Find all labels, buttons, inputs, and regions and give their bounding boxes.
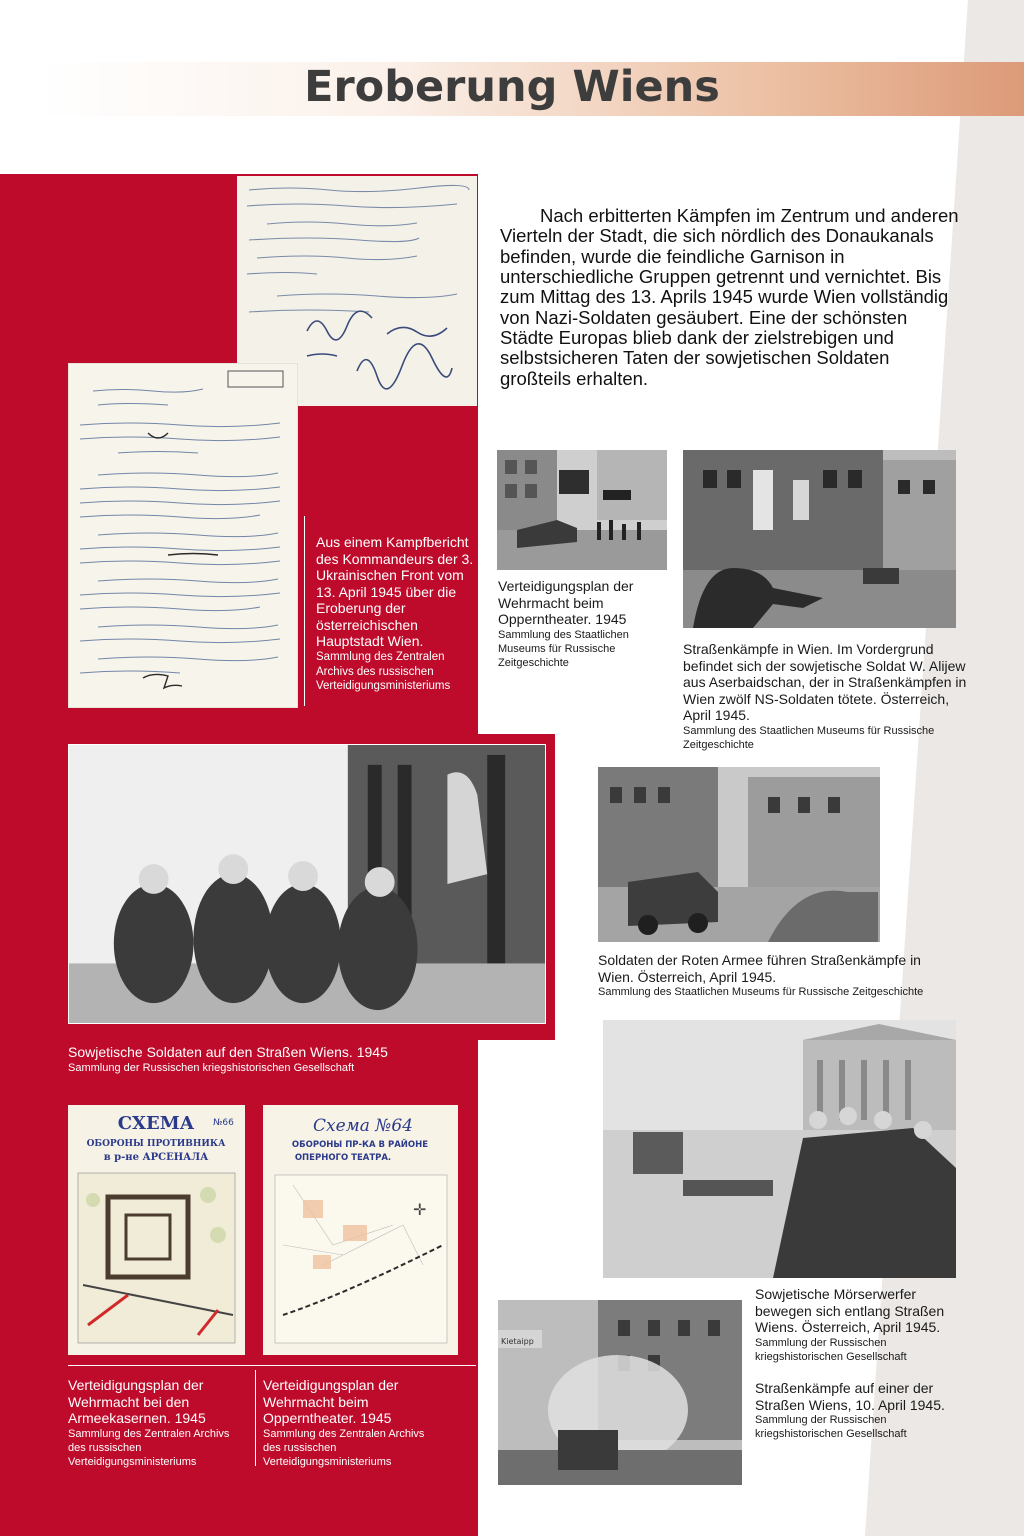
photo-street-10-april <box>498 1300 742 1485</box>
soldiers-caption-text: Sowjetische Soldaten auf den Straßen Wiens. 1945 <box>68 1044 388 1060</box>
mortar-caption-text: Sowjetische Mörserwerfer bewegen sich entlang Straßen Wiens. Österreich, April 1945. <box>755 1286 945 1336</box>
report-caption-source: Sammlung des Zentralen Archivs des russischen Verteidigungsministeriums <box>316 650 451 693</box>
street-fight-caption-source: Sammlung des Staatlichen Museums für Russische Zeitgeschichte <box>683 724 935 751</box>
soldiers-caption <box>68 1044 468 1075</box>
divider-line-horizontal <box>68 1365 476 1366</box>
street-10-april-caption <box>755 1380 965 1442</box>
arsenal-map-caption-source: Sammlung des Zentralen Archivs des russischen Verteidigungsministeriums <box>68 1427 230 1469</box>
map-opera-line1: ОБОРОНЫ ПР-КА В РАЙОНЕ <box>291 1140 429 1150</box>
handwritten-report-page-1 <box>68 363 298 708</box>
photo-opera-tank <box>497 450 667 570</box>
map-opera-line2: ОПЕРНОГО ТЕАТРА. <box>294 1153 392 1163</box>
red-army-caption <box>598 952 958 999</box>
map-arsenal <box>68 1105 245 1355</box>
street-10-april-caption-source: Sammlung der Russischen kriegshistorischen Gesellschaft <box>755 1414 907 1441</box>
church-cross-icon: ✛ <box>413 1200 427 1219</box>
soldiers-caption-source: Sammlung der Russischen kriegshistorischen Gesellschaft <box>68 1061 355 1074</box>
photo-street-fight <box>683 450 956 628</box>
opera-map-caption-source: Sammlung des Zentralen Archivs des russischen Verteidigungsministeriums <box>263 1427 425 1469</box>
page-title: Eroberung Wiens <box>304 62 720 112</box>
opera-photo-caption-text: Verteidigungsplan der Wehrmacht beim Opperntheater. 1945 <box>498 578 634 628</box>
mortar-caption-source: Sammlung der Russischen kriegshistorischen Gesellschaft <box>755 1336 907 1363</box>
divider-line <box>304 516 305 706</box>
report-caption-text: Aus einem Kampfbericht des Kommandeurs der 3. Ukrainischen Front vom 13. April 1945 über die Eroberung der österreichischen Hauptstadt Wien. <box>316 534 474 650</box>
street-fight-caption <box>683 641 973 752</box>
opera-map-caption <box>263 1377 443 1469</box>
opera-photo-caption-source: Sammlung des Staatlichen Museums für Russische Zeitgeschichte <box>498 628 629 670</box>
street-fight-caption-text: Straßenkämpfe in Wien. Im Vordergrund befindet sich der sowjetische Soldat W. Alijew aus Aserbaidschan, der in Straßenkämpfen in Wien zwölf NS-Soldaten tötete. Österreich, April 1945. <box>683 641 967 724</box>
intro-paragraph: Nach erbitterten Kämpfen im Zentrum und anderen Vierteln der Stadt, die sich nördlich des Donaukanals befinden, wurde die feindliche Garnison in unterschiedliche Gruppen getrennt und vernichtet. Bis zum Mittag des 13. Aprils 1945 wurde Wien vollständig von Nazi-Soldaten gesäubert. Eine der schönsten Städte Europas blieb dank der zielstrebigen und selbstsicheren Taten der sowjetischen Soldaten großteils erhalten. <box>500 205 959 389</box>
mortar-caption <box>755 1286 965 1364</box>
photo-mortar-carriers <box>603 1020 956 1278</box>
map-arsenal-heading: СХЕМА <box>117 1113 195 1134</box>
opera-photo-caption <box>498 578 658 670</box>
map-arsenal-number: №66 <box>213 1118 234 1128</box>
map-opera-heading: Схема №64 <box>312 1116 414 1136</box>
divider-line-vertical <box>255 1370 256 1466</box>
arsenal-map-caption-text: Verteidigungsplan der Wehrmacht bei den Armeekasernen. 1945 <box>68 1377 206 1427</box>
shop-sign-text: Kietaipp <box>501 1337 534 1346</box>
map-arsenal-line1: ОБОРОНЫ ПРОТИВНИКА <box>86 1139 226 1149</box>
street-10-april-caption-text: Straßenkämpfe auf einer der Straßen Wiens, 10. April 1945. <box>755 1380 945 1413</box>
photo-soviet-soldiers <box>68 744 546 1024</box>
report-caption <box>316 534 474 694</box>
opera-map-caption-text: Verteidigungsplan der Wehrmacht beim Opperntheater. 1945 <box>263 1377 399 1427</box>
photo-red-army-street <box>598 767 880 942</box>
red-army-caption-source: Sammlung des Staatlichen Museums für Russische Zeitgeschichte <box>598 986 924 999</box>
map-arsenal-line2: в р-не АРСЕНАЛА <box>103 1152 209 1163</box>
intro-text <box>500 206 965 389</box>
arsenal-map-caption <box>68 1377 248 1469</box>
map-opera <box>263 1105 458 1355</box>
red-army-caption-text: Soldaten der Roten Armee führen Straßenkämpfe in Wien. Österreich, April 1945. <box>598 952 921 985</box>
